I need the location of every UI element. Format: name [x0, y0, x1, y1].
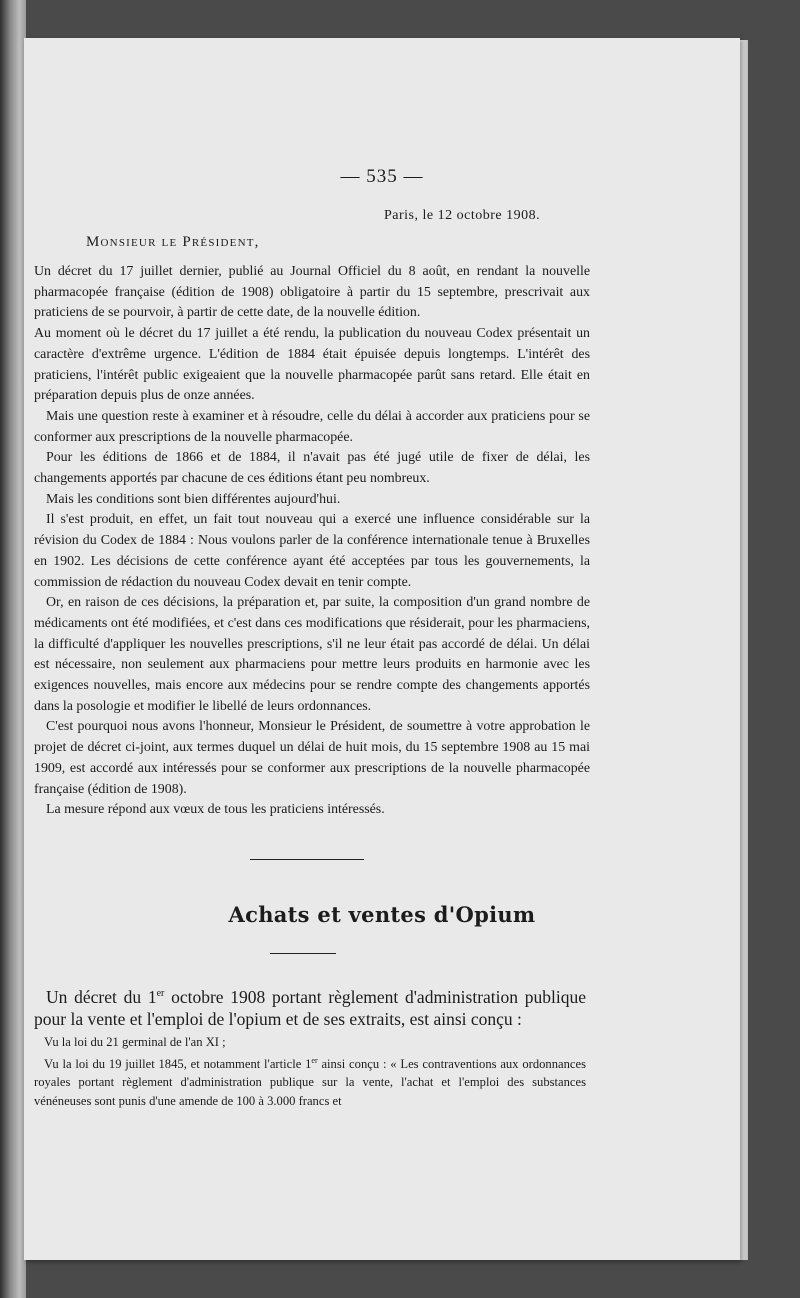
letter-body	[34, 262, 590, 821]
ordinal-superscript: er	[156, 988, 165, 999]
consideration-text: Vu la loi du 19 juillet 1845, et notamment l'article 1	[44, 1056, 312, 1071]
paragraph: Mais une question reste à examiner et à résoudre, celle du délai à accorder aux praticiens pour se conformer aux prescriptions de la nouvelle pharmacopée.	[34, 408, 590, 445]
paragraph: Mais les conditions sont bien différentes aujourd'hui.	[46, 491, 341, 507]
decree-considerations	[34, 1033, 586, 1110]
consideration-text: ainsi conçu : « Les contraventions aux ordonnances royales portant règlement d'administration publique sur la vente, l'achat et l'emploi des substances vénéneuses sont punis d'une amende de 100 à 3.000 francs et	[34, 1056, 586, 1108]
paragraph: Il s'est produit, en effet, un fait tout nouveau qui a exercé une influence considérable sur la révision du Codex de 1884 : Nous voulons parler de la conférence internationale tenue à Bruxelles en 1902. Les décisions de cette conférence ayant été acceptées par tous les gouvernements, la commission de rédaction du nouveau Codex devait en tenir compte.	[34, 512, 590, 590]
decree-intro-text: Un décret du 1	[46, 986, 157, 1007]
dateline: Paris, le 12 octobre 1908.	[384, 208, 541, 223]
title-underline	[270, 953, 336, 954]
paragraph: Pour les éditions de 1866 et de 1884, il n'avait pas été jugé utile de fixer de délai, les changements apportés par chacune de ces éditions étant peu nombreux.	[34, 450, 590, 487]
paragraph: Or, en raison de ces décisions, la préparation et, par suite, la composition d'un grand nombre de médicaments ont été modifiées, et c'est dans ces modifications que résiderait, pour les pharmaciens, la difficulté d'appliquer les nouvelles prescriptions, s'il ne leur était pas accordé de délai. Un délai est nécessaire, non seulement aux pharmaciens pour mettre leurs produits en harmonie avec les exigences nouvelles, mais encore aux médecins pour se rendre compte des changements apportés dans la posologie et modifier le libellé de leurs ordonnances.	[34, 595, 590, 714]
paragraph: La mesure répond aux vœux de tous les praticiens intéressés.	[46, 802, 385, 818]
paragraph: Au moment où le décret du 17 juillet a été rendu, la publication du nouveau Codex présentait un caractère d'extrême urgence. L'édition de 1884 était épuisée depuis longtemps. L'intérêt des praticiens, l'intérêt public exigeaient que la nouvelle pharmacopée parût sans retard. Elle était en préparation depuis plus de onze années.	[34, 326, 590, 404]
book-spine-edge	[0, 0, 26, 1298]
document-page	[24, 38, 740, 1260]
decree-intro-text: octobre 1908 portant règlement d'administration publique pour la vente et l'emploi de l'opium et de ses extraits, est ainsi conçu :	[34, 986, 586, 1029]
section-title: Achats et ventes d'Opium	[228, 902, 536, 927]
decree-intro-paragraph	[34, 983, 586, 1030]
ordinal-superscript: er	[311, 1055, 318, 1065]
decree-intro	[34, 983, 586, 1030]
salutation: Monsieur le Président,	[86, 234, 260, 250]
consideration-line: Vu la loi du 21 germinal de l'an XI ;	[44, 1035, 226, 1049]
paragraph: C'est pourquoi nous avons l'honneur, Monsieur le Président, de soumettre à votre approbation le projet de décret ci-joint, aux termes duquel un délai de huit mois, du 15 septembre 1908 au 15 mai 1909, est accordé aux intéressés pour se conformer aux prescriptions de la nouvelle pharmacopée française (édition de 1908).	[34, 719, 590, 797]
paragraph: Un décret du 17 juillet dernier, publié au Journal Officiel du 8 août, en rendant la nouvelle pharmacopée française (édition de 1908) obligatoire à partir du 15 septembre, prescrivait aux praticiens de se pourvoir, à partir de cette date, de la nouvelle édition.	[34, 264, 590, 321]
page-number: — 535 —	[340, 166, 424, 187]
section-divider	[250, 859, 364, 860]
consideration-line	[34, 1052, 586, 1111]
